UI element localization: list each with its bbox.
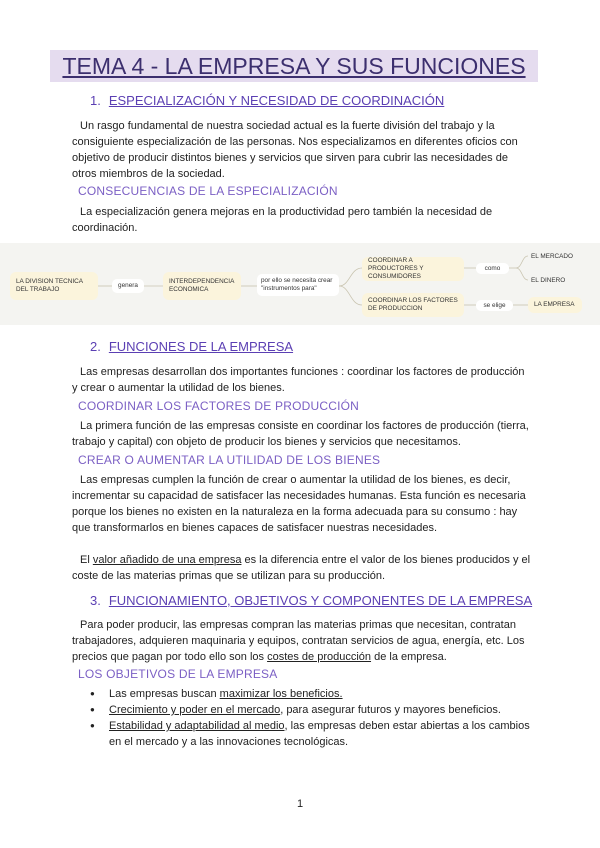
section-3-paragraph-1 [72, 617, 532, 665]
concept-map [0, 243, 600, 325]
section-1-title: ESPECIALIZACIÓN Y NECESIDAD DE COORDINACIÓN [108, 93, 445, 108]
section-1-subheading: CONSECUENCIAS DE LA ESPECIALIZACIÓN [78, 184, 338, 198]
section-2-title: FUNCIONES DE LA EMPRESA [108, 339, 294, 354]
edge-label-genera: genera [112, 279, 144, 293]
list-item [72, 702, 532, 718]
section-3-number: 3. [90, 593, 101, 608]
bullet-2-underlined: Crecimiento y poder en el mercado [109, 704, 281, 716]
bullet-3-post: , las empresas deben estar abiertas a los cambios en el mercado y a las innovaciones tecnológicas. [109, 720, 530, 748]
p1-pre: Para poder producir, las empresas compran las materias primas que necesitan, contratan trabajadores, adquieren maquinaria y equipos, contratan servicios de agua, energía, etc. Los precios que pagan por todo ello son los [72, 619, 525, 663]
list-item [72, 718, 532, 750]
bullet-2-post: , para asegurar futuros y mayores beneficios. [280, 704, 501, 716]
leaf-empresa: LA EMPRESA [528, 297, 582, 313]
p4-post: es la diferencia entre el valor de los bienes producidos y el coste de las materias primas que se utilizan para su producción. [72, 554, 531, 582]
list-item [72, 686, 532, 702]
node-coordinar-factores: COORDINAR LOS FACTORES DE PRODUCCION [362, 293, 464, 317]
node-coordinar-productores: COORDINAR A PRODUCTORES Y CONSUMIDORES [362, 257, 464, 281]
section-1-paragraph-2: La especialización genera mejoras en la productividad pero también la necesidad de coordinación. [72, 206, 493, 234]
bullet-1-underlined: maximizar los beneficios. [219, 688, 343, 700]
section-2-paragraph-2: La primera función de las empresas consiste en coordinar los factores de producción (tierra, trabajo y capital) con objeto de producir los bienes y servicios que necesitamos. [72, 420, 529, 448]
section-3-subheading: LOS OBJETIVOS DE LA EMPRESA [78, 667, 278, 681]
edge-label-instrumentos: por ello se necesita crear "instrumentos para" [257, 274, 339, 296]
section-2-heading [90, 339, 293, 354]
section-1-number: 1. [90, 93, 101, 108]
section-2-paragraph-3: Las empresas cumplen la función de crear o aumentar la utilidad de los bienes, es decir, incrementar su capacidad de satisfacer las necesidades humanas. Esta función es necesaria porque los bienes no existen en la naturaleza en la forma adecuada para su consumo : hay que transformarlos en bienes capaces de satisfacer nuestras necesidades. [72, 474, 526, 534]
bullet-1-pre: Las empresas buscan [109, 688, 220, 700]
section-3-heading [90, 593, 532, 608]
section-2-number: 2. [90, 339, 101, 354]
section-2-subheading-1: COORDINAR LOS FACTORES DE PRODUCCIÓN [78, 399, 360, 413]
bullet-3-underlined: Estabilidad y adaptabilidad al medio [109, 720, 285, 732]
leaf-dinero: EL DINERO [531, 277, 566, 284]
p1-post: de la empresa. [371, 651, 447, 663]
page-number: 1 [296, 798, 304, 810]
section-2-paragraph-1: Las empresas desarrollan dos importantes funciones : coordinar los factores de producción y crear o aumentar la utilidad de los bienes. [72, 366, 525, 394]
leaf-mercado: EL MERCADO [531, 253, 574, 260]
objectives-list [72, 686, 532, 750]
page-title: TEMA 4 - LA EMPRESA Y SUS FUNCIONES [50, 50, 538, 82]
section-3-title: FUNCIONAMIENTO, OBJETIVOS Y COMPONENTES DE LA EMPRESA [108, 593, 533, 608]
node-interdependencia: INTERDEPENDENCIA ECONOMICA [163, 272, 241, 300]
p4-pre: El [80, 554, 93, 566]
section-1-heading [90, 93, 444, 108]
section-2-paragraph-4 [72, 552, 532, 584]
edge-label-como: como [476, 263, 509, 274]
node-division-trabajo: LA DIVISION TECNICA DEL TRABAJO [10, 272, 98, 300]
valor-anadido-term: valor añadido de una empresa [92, 554, 242, 566]
section-1-paragraph-1: Un rasgo fundamental de nuestra sociedad actual es la fuerte división del trabajo y la consiguiente especialización de las personas. Nos especializamos en diferentes oficios con objetivo de producir distintos bienes y servicios que sirven para cubrir las necesidades de otros miembros de la sociedad. [72, 120, 518, 180]
section-2-subheading-2: CREAR O AUMENTAR LA UTILIDAD DE LOS BIENES [78, 453, 381, 467]
costes-produccion-term: costes de producción [267, 651, 372, 663]
edge-label-se-elige: se elige [476, 300, 513, 311]
